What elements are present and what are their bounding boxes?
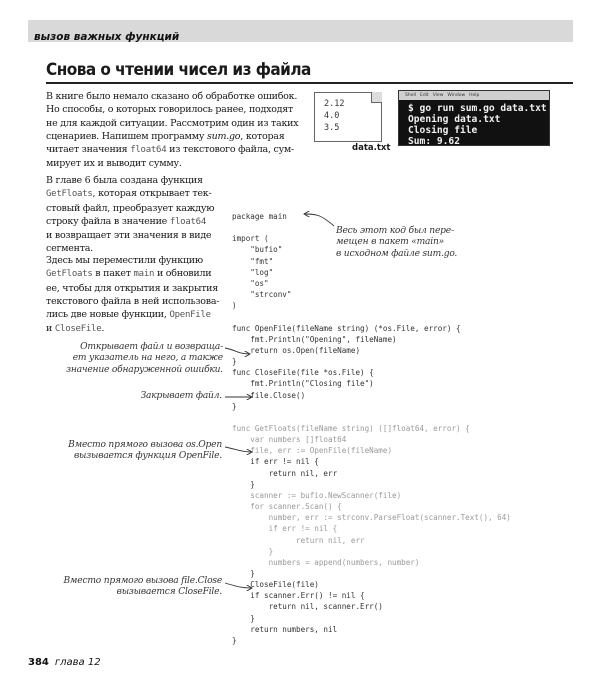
code-line: ): [232, 301, 237, 311]
title-rule: [46, 82, 573, 84]
code-line: return os.Open(fileName): [232, 345, 361, 355]
code-line: if err != nil {: [232, 524, 338, 534]
code-line: "bufio": [232, 245, 283, 255]
terminal-menu-help[interactable]: Help: [469, 93, 480, 98]
code-line: return nil, err: [232, 468, 338, 478]
data-file-contents: 2.12 4.0 3.5: [324, 99, 345, 133]
page-number: 384: [28, 657, 49, 668]
code-listing: [232, 211, 511, 646]
code-line: "strconv": [232, 290, 292, 300]
code-line: if scanner.Err() != nil {: [232, 591, 365, 601]
code-line: scanner := bufio.NewScanner(file): [232, 490, 402, 500]
data-file-icon: [314, 92, 382, 142]
code-line: func CloseFile(file *os.File) {: [232, 368, 374, 378]
code-line: func GetFloats(fileName string) ([]float64, error) {: [232, 423, 470, 433]
code-line: "log": [232, 267, 274, 277]
code-line: return nil, scanner.Err(): [232, 602, 383, 612]
annotation-moved-to-main: Весь этот код был пере- мещен в пакет «main» в исходном файле sum.go.: [336, 226, 458, 259]
section-title: Снова о чтении чисел из файла: [46, 60, 311, 80]
code-line: }: [232, 401, 237, 411]
code-line: package main: [232, 212, 287, 221]
code-line: }: [232, 357, 237, 367]
code-line: "fmt": [232, 256, 274, 266]
chapter-label: глава 12: [54, 657, 101, 668]
code-line: }: [232, 546, 274, 556]
terminal-menu-edit[interactable]: Edit: [419, 93, 429, 98]
code-line: number, err := strconv.ParseFloat(scanner.Text(), 64): [232, 513, 511, 523]
terminal-output: $ go run sum.go data.txt Opening data.txt Closing file Sum: 9.62: [408, 103, 547, 147]
code-line: return nil, err: [232, 535, 365, 545]
code-line: if err != nil {: [232, 457, 319, 467]
chapter-header-text: вызов важных функций: [34, 31, 180, 43]
code-line: }: [232, 635, 237, 645]
terminal-window: [398, 90, 550, 146]
code-line: CloseFile(file): [232, 580, 319, 590]
code-line: func OpenFile(fileName string) (*os.File, error) {: [232, 323, 461, 333]
terminal-menu-shell[interactable]: Shell: [405, 93, 416, 98]
chapter-header-bar: [28, 20, 573, 42]
code-line: fmt.Println("Opening", fileName): [232, 334, 397, 344]
code-line: import (: [232, 234, 269, 244]
code-line: file.Close(): [232, 390, 306, 400]
terminal-menu-window[interactable]: Window: [447, 93, 466, 98]
code-line: fmt.Println("Closing file"): [232, 379, 374, 389]
annotation-instead-file-close: Вместо прямого вызова file.Close вызывается CloseFile.: [63, 576, 222, 598]
code-line: }: [232, 479, 255, 489]
code-line: }: [232, 569, 255, 578]
annotation-closes-file: Закрывает файл.: [140, 391, 222, 401]
code-line: "os": [232, 278, 269, 288]
intro-paragraph: В книге было немало сказано об обработке ошибок. Но способы, о которых говорилось ранее, подходят не для каждой ситуации. Рассмотрим один из таких сценариев. Напишем программу sum.go, которая читает значения float64 из текстового файла, сум- мирует их и выводит сумму.: [46, 91, 299, 170]
annotation-instead-os-open: Вместо прямого вызова os.Open вызывается функция OpenFile.: [68, 440, 222, 462]
chapter6-paragraph: В главе 6 была создана функция GetFloats, которая открывает тек- стовый файл, преобразует каждую строку файла в значение float64 и возвращает эти значения в виде сегмента.: [46, 175, 215, 255]
code-line: var numbers []float64: [232, 435, 347, 445]
code-line: }: [232, 613, 255, 623]
moved-function-paragraph: Здесь мы переместили функцию GetFloats в пакет main и обновили ее, чтобы для открытия и закрытия текстового файла в ней использова- лись две новые функции, OpenFile и CloseFile.: [46, 255, 220, 335]
annotation-openfile: Открывает файл и возвраща- ет указатель на него, а также значение обнаруженной ошибки.: [66, 342, 223, 375]
code-line: for scanner.Scan() {: [232, 502, 342, 512]
data-file-name: data.txt: [352, 143, 391, 153]
page-footer: [28, 657, 101, 668]
code-line: return numbers, nil: [232, 624, 338, 634]
code-line: file, err := OpenFile(fileName): [232, 446, 393, 456]
terminal-menu-view[interactable]: View: [432, 93, 444, 98]
code-line: numbers = append(numbers, number): [232, 557, 420, 567]
terminal-menu-bar: [399, 91, 549, 100]
